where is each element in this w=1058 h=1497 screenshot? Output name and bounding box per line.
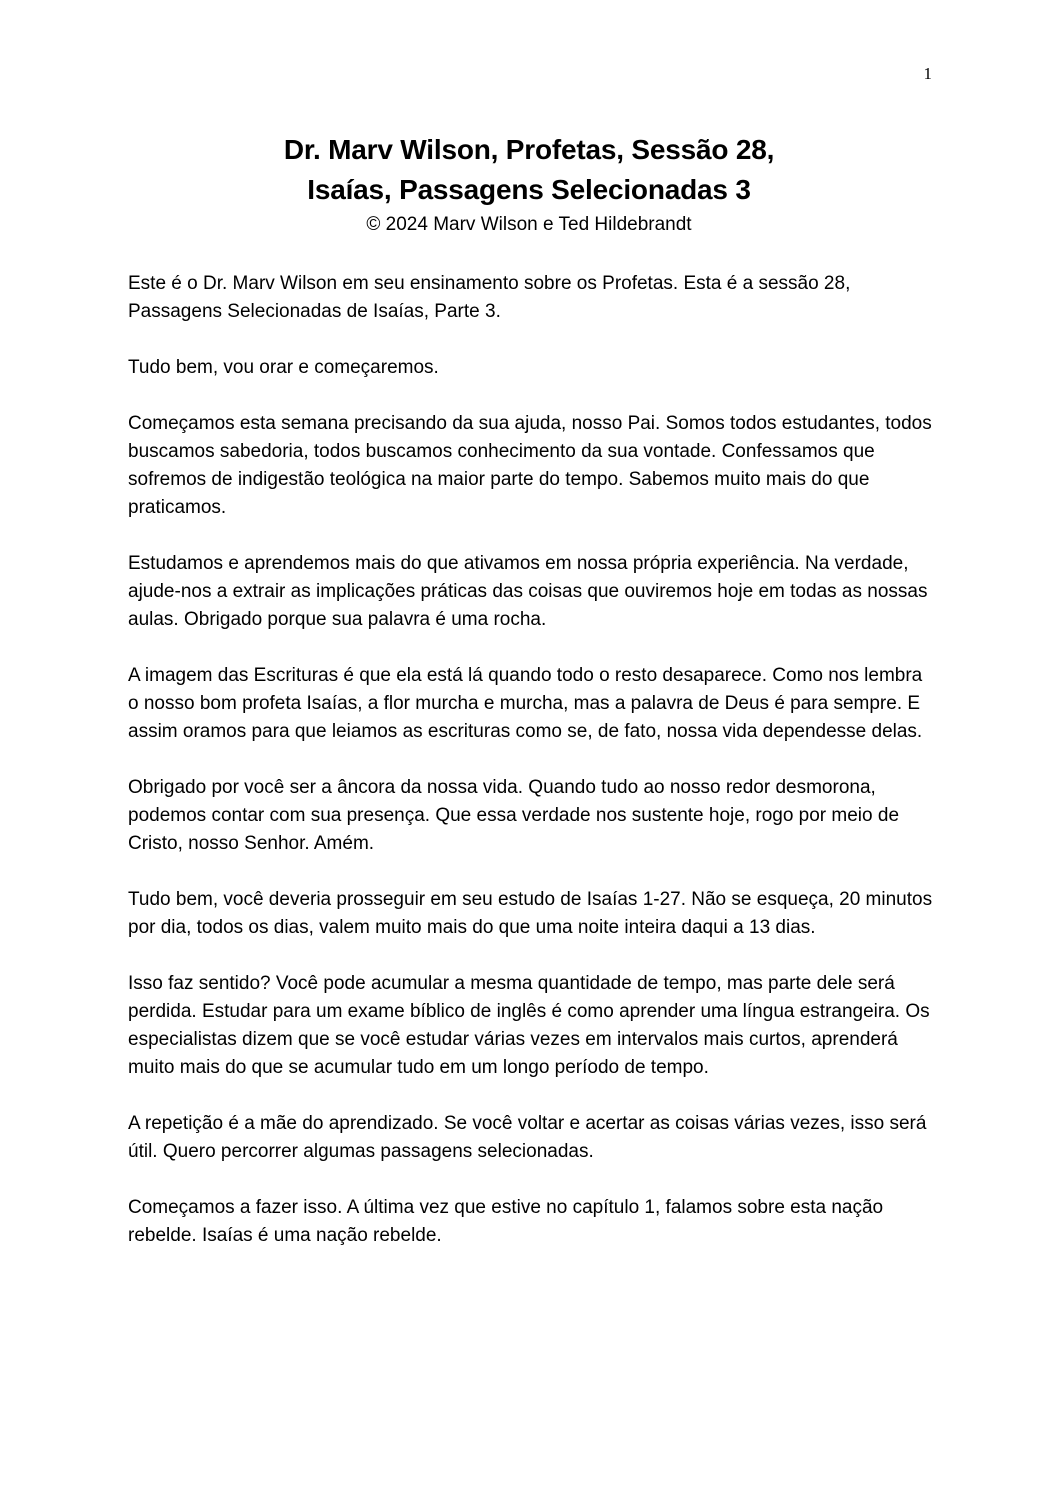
paragraph: Estudamos e aprendemos mais do que ativamos em nossa própria experiência. Na verdade, ajude-nos a extrair as implicações práticas das coisas que ouviremos hoje em todas as nossas aulas. Obrigado porque sua palavra é uma rocha. xyxy=(128,553,928,630)
paragraph: A imagem das Escrituras é que ela está lá quando todo o resto desaparece. Como nos lembra o nosso bom profeta Isaías, a flor murcha e murcha, mas a palavra de Deus é para sempre. E assim oramos para que leiamos as escrituras como se, de fato, nossa vida dependesse delas. xyxy=(128,665,923,742)
paragraph: Este é o Dr. Marv Wilson em seu ensinamento sobre os Profetas. Esta é a sessão 28, Passagens Selecionadas de Isaías, Parte 3. xyxy=(128,273,851,322)
paragraph: Obrigado por você ser a âncora da nossa vida. Quando tudo ao nosso redor desmorona, podemos contar com sua presença. Que essa verdade nos sustente hoje, rogo por meio de Cristo, nosso Senhor. Amém. xyxy=(128,777,900,854)
paragraph: Começamos a fazer isso. A última vez que estive no capítulo 1, falamos sobre esta nação rebelde. Isaías é uma nação rebelde. xyxy=(128,1197,884,1246)
document-header xyxy=(0,130,1058,238)
paragraph: Tudo bem, vou orar e começaremos. xyxy=(128,357,439,378)
paragraph: Isso faz sentido? Você pode acumular a mesma quantidade de tempo, mas parte dele será perdida. Estudar para um exame bíblico de inglês é como aprender uma língua estrangeira. Os especialistas dizem que se você estudar várias vezes em intervalos mais curtos, aprenderá muito mais do que se acumular tudo em um longo período de tempo. xyxy=(128,973,930,1078)
paragraph: Começamos esta semana precisando da sua ajuda, nosso Pai. Somos todos estudantes, todos buscamos sabedoria, todos buscamos conhecimento da sua vontade. Confessamos que sofremos de indigestão teológica na maior parte do tempo. Sabemos muito mais do que praticamos. xyxy=(128,413,932,518)
paragraph: Tudo bem, você deveria prosseguir em seu estudo de Isaías 1-27. Não se esqueça, 20 minutos por dia, todos os dias, valem muito mais do que uma noite inteira daqui a 13 dias. xyxy=(128,889,933,938)
copyright-notice: © 2024 Marv Wilson e Ted Hildebrandt xyxy=(366,214,692,235)
document-title-line-1: Dr. Marv Wilson, Profetas, Sessão 28, xyxy=(283,134,775,165)
page-number: 1 xyxy=(923,64,932,83)
document-title-line-2: Isaías, Passagens Selecionadas 3 xyxy=(307,174,751,205)
document-body xyxy=(128,270,934,1278)
paragraph: A repetição é a mãe do aprendizado. Se você voltar e acertar as coisas várias vezes, isso será útil. Quero percorrer algumas passagens selecionadas. xyxy=(128,1113,927,1162)
